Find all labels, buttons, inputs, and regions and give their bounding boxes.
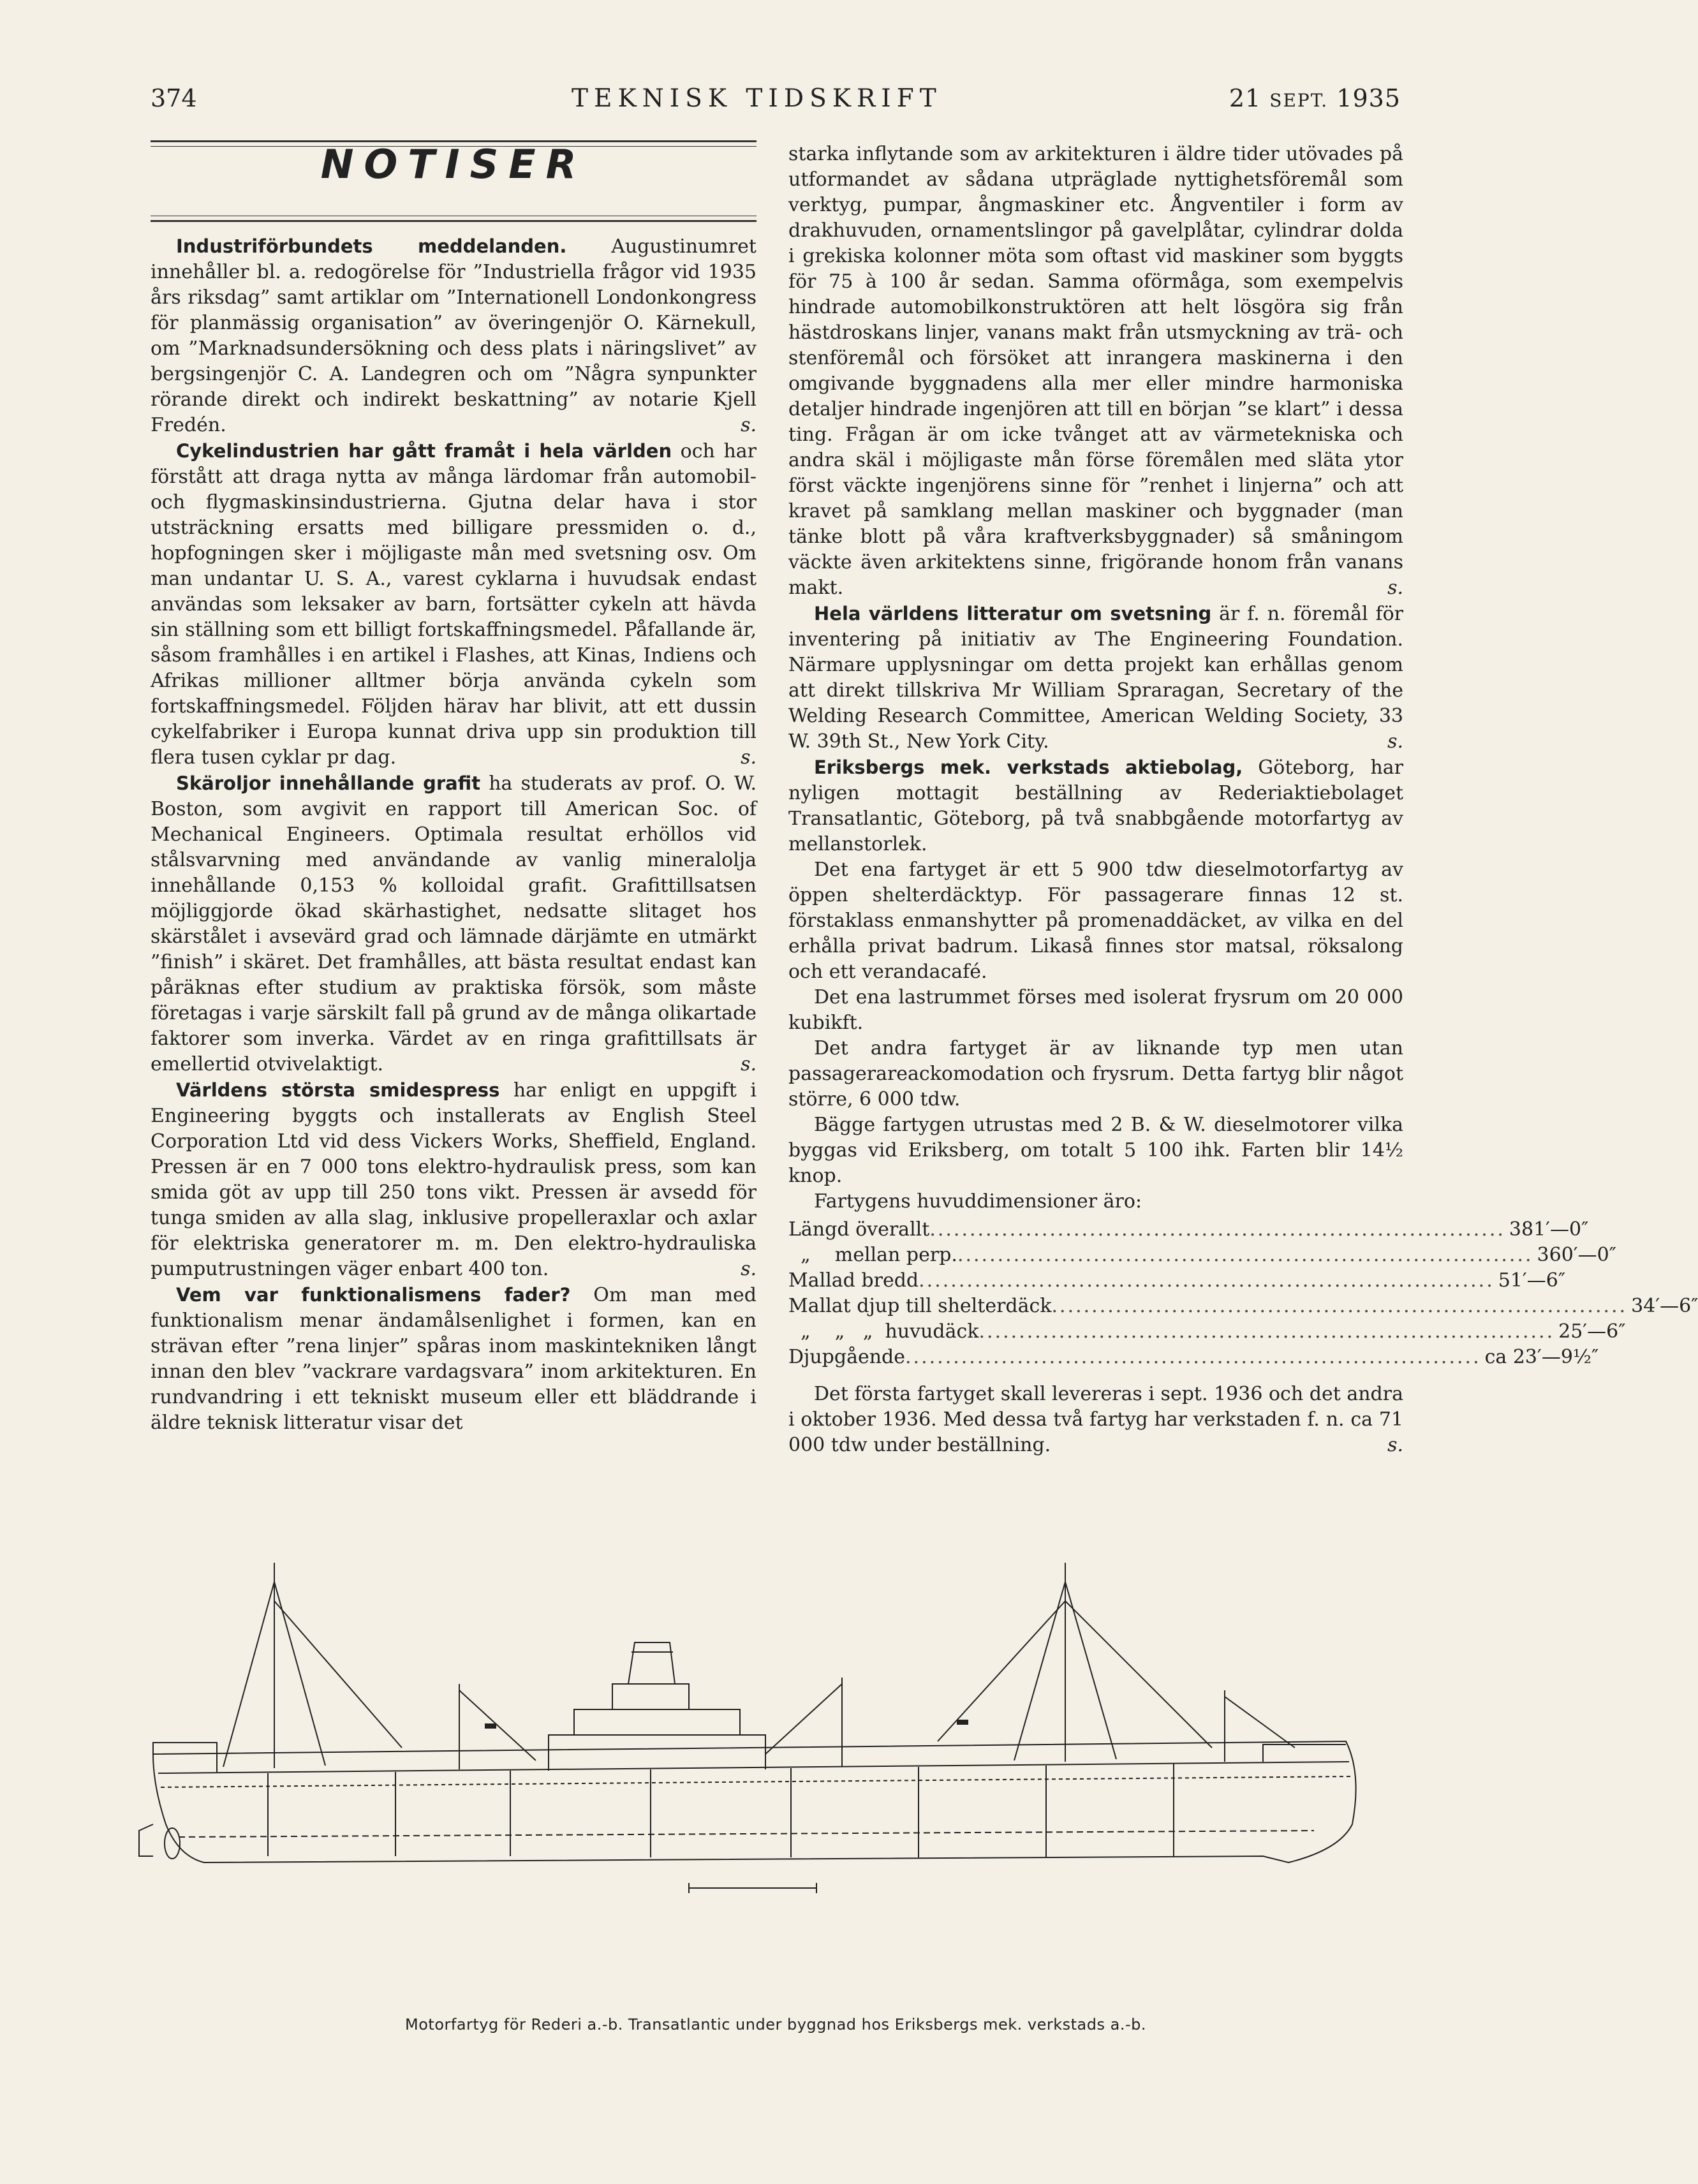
- right-column: [788, 142, 1698, 1458]
- eriksberg-para-3: Det andra fartyget är av liknande typ men utan passagerareackomodation och frysrum. Detta fartyg blir något större, 6 000 tdw.: [788, 1037, 1403, 1110]
- eriksberg-para-4: Bägge fartygen utrustas med 2 B. & W. dieselmotorer vilka byggas vid Eriksberg, om totalt 5 100 ihk. Farten blir 14½ knop.: [788, 1114, 1403, 1187]
- dimension-row: „ mellan perp. ........................................................................ 360′—0″: [788, 1244, 1616, 1266]
- article-eriksberg: Eriksbergs mek. verkstads aktiebolag, Göteborg, har nyligen mottagit beställning av Rederiaktiebolaget Transatlantic, Göteborg, på två snabbgående motorfartyg av mellanstorlek.: [788, 756, 1403, 855]
- article-smidespress: Världens största smidespress har enligt en uppgift i Engineering byggts och installerats av English Steel Corporation Ltd vid dess Vickers Works, Sheffield, England. Pressen är en 7 000 tons elektro-hydraulisk press, som kan smida göt av upp till 250 tons vikt. Pressen är avsedd för tunga smiden av alla slag, inklusive propelleraxlar och axlar för elektriska generatorer m. m. Den elektro-hydrauliska pumputrustningen väger enbart 400 ton. s.: [151, 1079, 757, 1280]
- eriksberg-para-1: Det ena fartyget är ett 5 900 tdw dieselmotorfartyg av öppen shelterdäcktyp. För passagerare finnas 12 st. förstaklass enmanshytter på promenaddäcket, av vilka en del erhålla privat badrum. Likaså finnes stor matsal, röksalong och ett verandacafé.: [788, 859, 1403, 983]
- dimensions-table: [788, 1217, 1698, 1370]
- page-number: 374: [151, 84, 197, 112]
- eriksberg-para-5: Det första fartyget skall levereras i sept. 1936 och det andra i oktober 1936. Med dessa två fartyg har verkstaden f. n. ca 71 000 tdw under beställning. s.: [788, 1383, 1403, 1456]
- journal-title: TEKNISK TIDSKRIFT: [572, 84, 942, 113]
- article-svetsning: Hela världens litteratur om svetsning är f. n. föremål för inventering på initiativ av The Engineering Foundation. Närmare upplysningar om detta projekt kan erhållas genom att direkt tillskriva Mr William Spraragan, Secretary of the Welding Research Committee, American Welding Society, 33 W. 39th St., New York City. s.: [788, 603, 1403, 753]
- section-heading-box: [151, 140, 757, 222]
- dimension-row: Djupgående ........................................................................ ca 23′—9½″: [788, 1346, 1599, 1368]
- article-cykelindustrien: Cykelindustrien har gått framåt i hela världen och har förstått att draga nytta av många lärdomar från automobil- och flygmaskinsindustrierna. Gjutna delar hava i stor utsträckning ersatts med billigare pressmiden o. d., hopfogningen sker i möjligaste mån med svetsning osv. Om man undantar U. S. A., varest cyklarna i huvudsak endast användas som leksaker av barn, fortsätter cykeln att hävda sin ställning som ett billigt fortskaffningsmedel. Påfallande är, såsom framhålles i en artikel i Flashes, att Kinas, Indiens och Afrikas millioner alltmer börja använda cykeln som fortskaffningsmedel. Följden härav har blivit, att ett dussin cykelfabriker i Europa kunnat driva upp sin produktion till flera tusen cyklar pr dag. s.: [151, 440, 757, 769]
- article-industriforbundet: Industriförbundets meddelanden. Augustinumret innehåller bl. a. redogörelse för ”Industriella frågor vid 1935 års riksdag” samt artiklar om ”Internationell Londonkongress för planmässig organisation” av överingenjör O. Kärnekull, om ”Marknadsundersökning och dess plats i näringslivet” av bergsingenjör C. A. Landegren och om ”Några synpunkter rörande direkt och indirekt beskattning” av notarie Kjell Fredén. s.: [151, 235, 757, 436]
- dimension-row: Mallat djup till shelterdäck ........................................................................ 34′—6″: [788, 1295, 1698, 1317]
- eriksberg-para-2: Det ena lastrummet förses med isolerat frysrum om 20 000 kubikft.: [788, 986, 1403, 1034]
- issue-date: 21 SEPT. 1935: [1229, 84, 1401, 112]
- article-funktionalism: Vem var funktionalismens fader? Om man med funktionalism menar ändamålsenlighet i formen, kan en strävan efter ”rena linjer” spåras inom maskintekniken långt innan den blev ”vackrare vardagsvara” inom arkitekturen. En rundvandring i ett tekniskt museum eller ett bläddrande i äldre teknisk litteratur visar det: [151, 1284, 757, 1434]
- left-column: [151, 140, 757, 1436]
- page-header: [151, 84, 1401, 120]
- ship-profile-drawing: [128, 1556, 1401, 2003]
- section-title: NOTISER: [320, 141, 587, 188]
- double-rule-bottom: [151, 216, 757, 222]
- dimension-row: Mallad bredd ........................................................................ 51′—6″: [788, 1269, 1566, 1292]
- dimensions-intro: Fartygens huvuddimensioner äro:: [814, 1190, 1142, 1213]
- article-funktionalism-cont: starka inflytande som av arkitekturen i äldre tider utövades på utformandet av sådana utpräglade nyttighetsföremål som verktyg, pumpar, ångmaskiner etc. Ångventiler i form av drakhuvuden, ornamentslingor på gavelplåtar, cylindrar dolda i grekiska kolonner möta som oftast vid maskiner som byggts för 75 à 100 år sedan. Samma oförmåga, som exempelvis hindrade automobilkonstruktören att helt lösgöra sig från hästdroskans linjer, vanans makt från utsmyckning av trä- och stenföremål och försöket att inrangera maskinerna i den omgivande byggnadens alla mer eller mindre harmoniska detaljer hindrade ingenjören att till en början ”se klart” i dessa ting. Frågan är om icke tvånget att av värmetekniska och andra skäl i möjligaste mån förse föremålen med släta ytor först väckte ingenjörens sinne för ”renhet i linjerna” och att kravet på samklang mellan maskiner och byggnader (man tänke blott på våra kraftverksbyggnader) så småningom väckte även arkitektens sinne, frigörande honom från vanans makt. s.: [788, 143, 1403, 599]
- dimension-row: „ „ „ huvudäck ........................................................................ 25′—6″: [788, 1320, 1626, 1343]
- dimension-row: Längd överallt ........................................................................ 381′—0″: [788, 1218, 1589, 1241]
- article-skaroljor: Skäroljor innehållande grafit ha studerats av prof. O. W. Boston, som avgivit en rapport till American Soc. of Mechanical Engineers. Optimala resultat erhöllos vid stålsvarvning med användande av vanlig mineralolja innehållande 0,153 % kolloidal grafit. Grafittillsatsen möjliggjorde ökad skärhastighet, nedsatte slitaget hos skärstålet i avsevärd grad och lämnade därjämte en utmärkt ”finish” i skäret. Det framhålles, att bästa resultat endast kan påräknas efter studium av praktiska försök, som måste företagas i varje särskilt fall på grund av de många olikartade faktorer som inverka. Värdet av en ringa grafittillsats är emellertid otvivelaktigt. s.: [151, 772, 757, 1075]
- figure-caption: Motorfartyg för Rederi a.-b. Transatlantic under byggnad hos Eriksbergs mek. verkstads a.-b.: [405, 2016, 1146, 2033]
